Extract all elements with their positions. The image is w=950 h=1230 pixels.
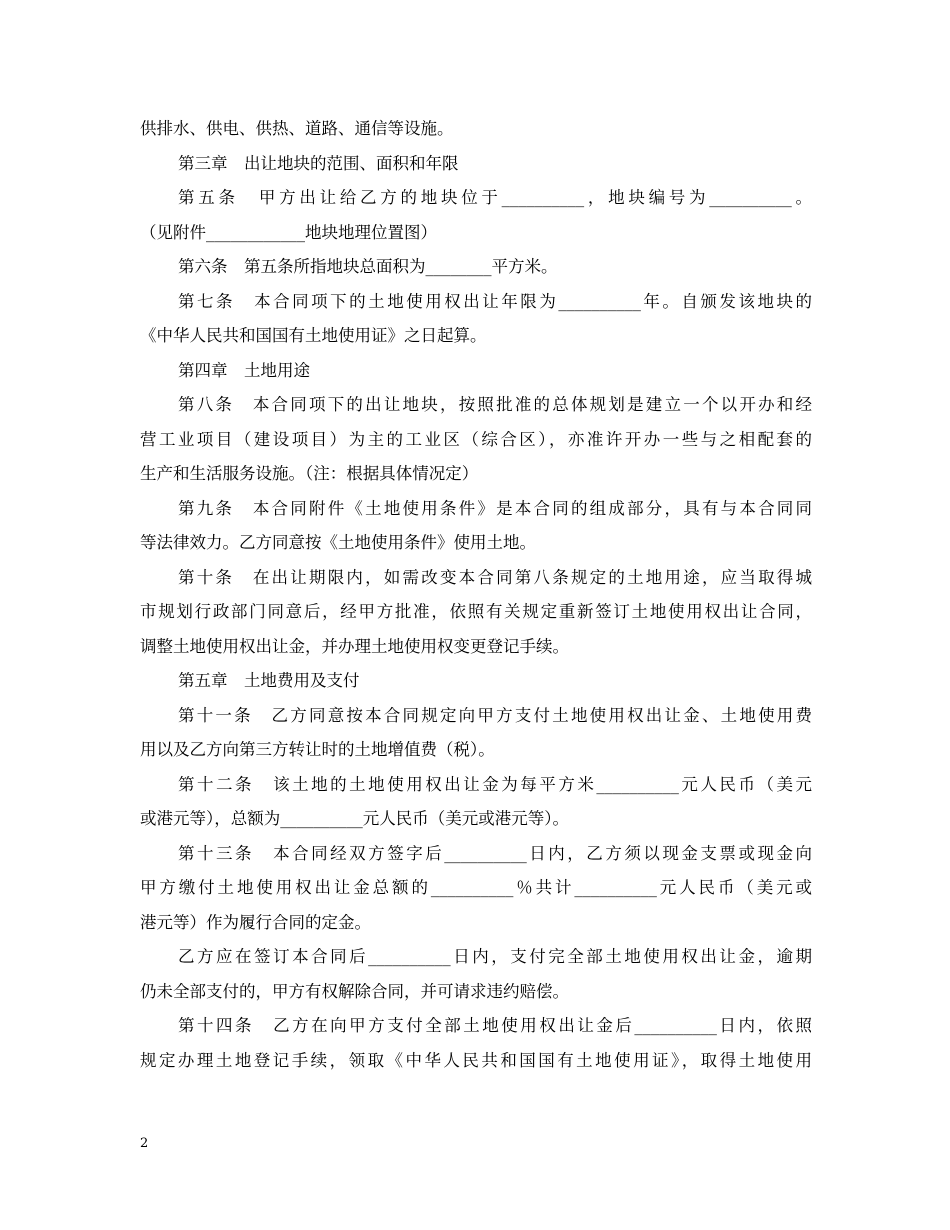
text-line: 用以及乙方向第三方转让时的土地增值费（税）。 — [140, 740, 495, 759]
text-line: 第十一条 乙方同意按本合同规定向甲方支付土地使用权出让金、土地使用费 — [178, 705, 812, 725]
text-line: 第十条 在出让期限内，如需改变本合同第八条规定的土地用途，应当取得城 — [178, 567, 812, 587]
text-line: 调整土地使用权出让金，并办理土地使用权变更登记手续。 — [140, 636, 569, 656]
text-line: 营工业项目（建设项目）为主的工业区（综合区），亦准许开办一些与之相配套的 — [140, 429, 812, 449]
text-line: 第六条 第五条所指地块总面积为________平方米。 — [178, 257, 558, 276]
chapter-heading: 第四章 土地用途 — [178, 360, 310, 380]
page-number: 2 — [140, 1136, 149, 1151]
text-line: 第九条 本合同附件《土地使用条件》是本合同的组成部分，具有与本合同同 — [178, 498, 812, 518]
text-line: 或港元等），总额为__________元人民币（美元或港元等）。 — [140, 809, 569, 828]
text-line: 第十三条 本合同经双方签字后__________日内，乙方须以现金支票或现金向 — [178, 843, 812, 863]
text-line: 等法律效力。乙方同意按《土地使用条件》使用土地。 — [140, 533, 536, 552]
text-line: 第十二条 该土地的土地使用权出让金为每平方米__________元人民币（美元 — [178, 774, 812, 794]
chapter-heading: 第三章 出让地块的范围、面积和年限 — [178, 153, 459, 173]
text-line: 仍未全部支付的，甲方有权解除合同，并可请求违约赔偿。 — [140, 981, 569, 1001]
text-line: 第五条 甲方出让给乙方的地块位于__________，地块编号为__________。 — [178, 188, 812, 207]
text-line: 乙方应在签订本合同后__________日内，支付完全部土地使用权出让金，逾期 — [178, 947, 812, 966]
text-line: 第十四条 乙方在向甲方支付全部土地使用权出让金后__________日内，依照 — [178, 1016, 812, 1035]
text-line: 第八条 本合同项下的出让地块，按照批准的总体规划是建立一个以开办和经 — [178, 395, 812, 414]
document-body — [140, 112, 812, 1078]
text-line: 供排水、供电、供热、道路、通信等设施。 — [140, 119, 454, 138]
text-line: （见附件____________地块地理位置图） — [140, 222, 437, 242]
text-line: 港元等）作为履行合同的定金。 — [140, 912, 371, 932]
text-line: 《中华人民共和国国有土地使用证》之日起算。 — [140, 326, 487, 345]
text-line: 第七条 本合同项下的土地使用权出让年限为__________年。自颁发该地块的 — [178, 291, 812, 311]
text-line: 生产和生活服务设施。（注：根据具体情况定） — [140, 464, 479, 483]
text-line: 市规划行政部门同意后，经甲方批准，依照有关规定重新签订土地使用权出让合同， — [140, 602, 812, 621]
chapter-heading: 第五章 土地费用及支付 — [178, 671, 360, 690]
text-line: 甲方缴付土地使用权出让金总额的__________％共计__________元人民币（美元或 — [140, 878, 812, 897]
text-line: 规定办理土地登记手续，领取《中华人民共和国国有土地使用证》，取得土地使用 — [140, 1050, 812, 1070]
